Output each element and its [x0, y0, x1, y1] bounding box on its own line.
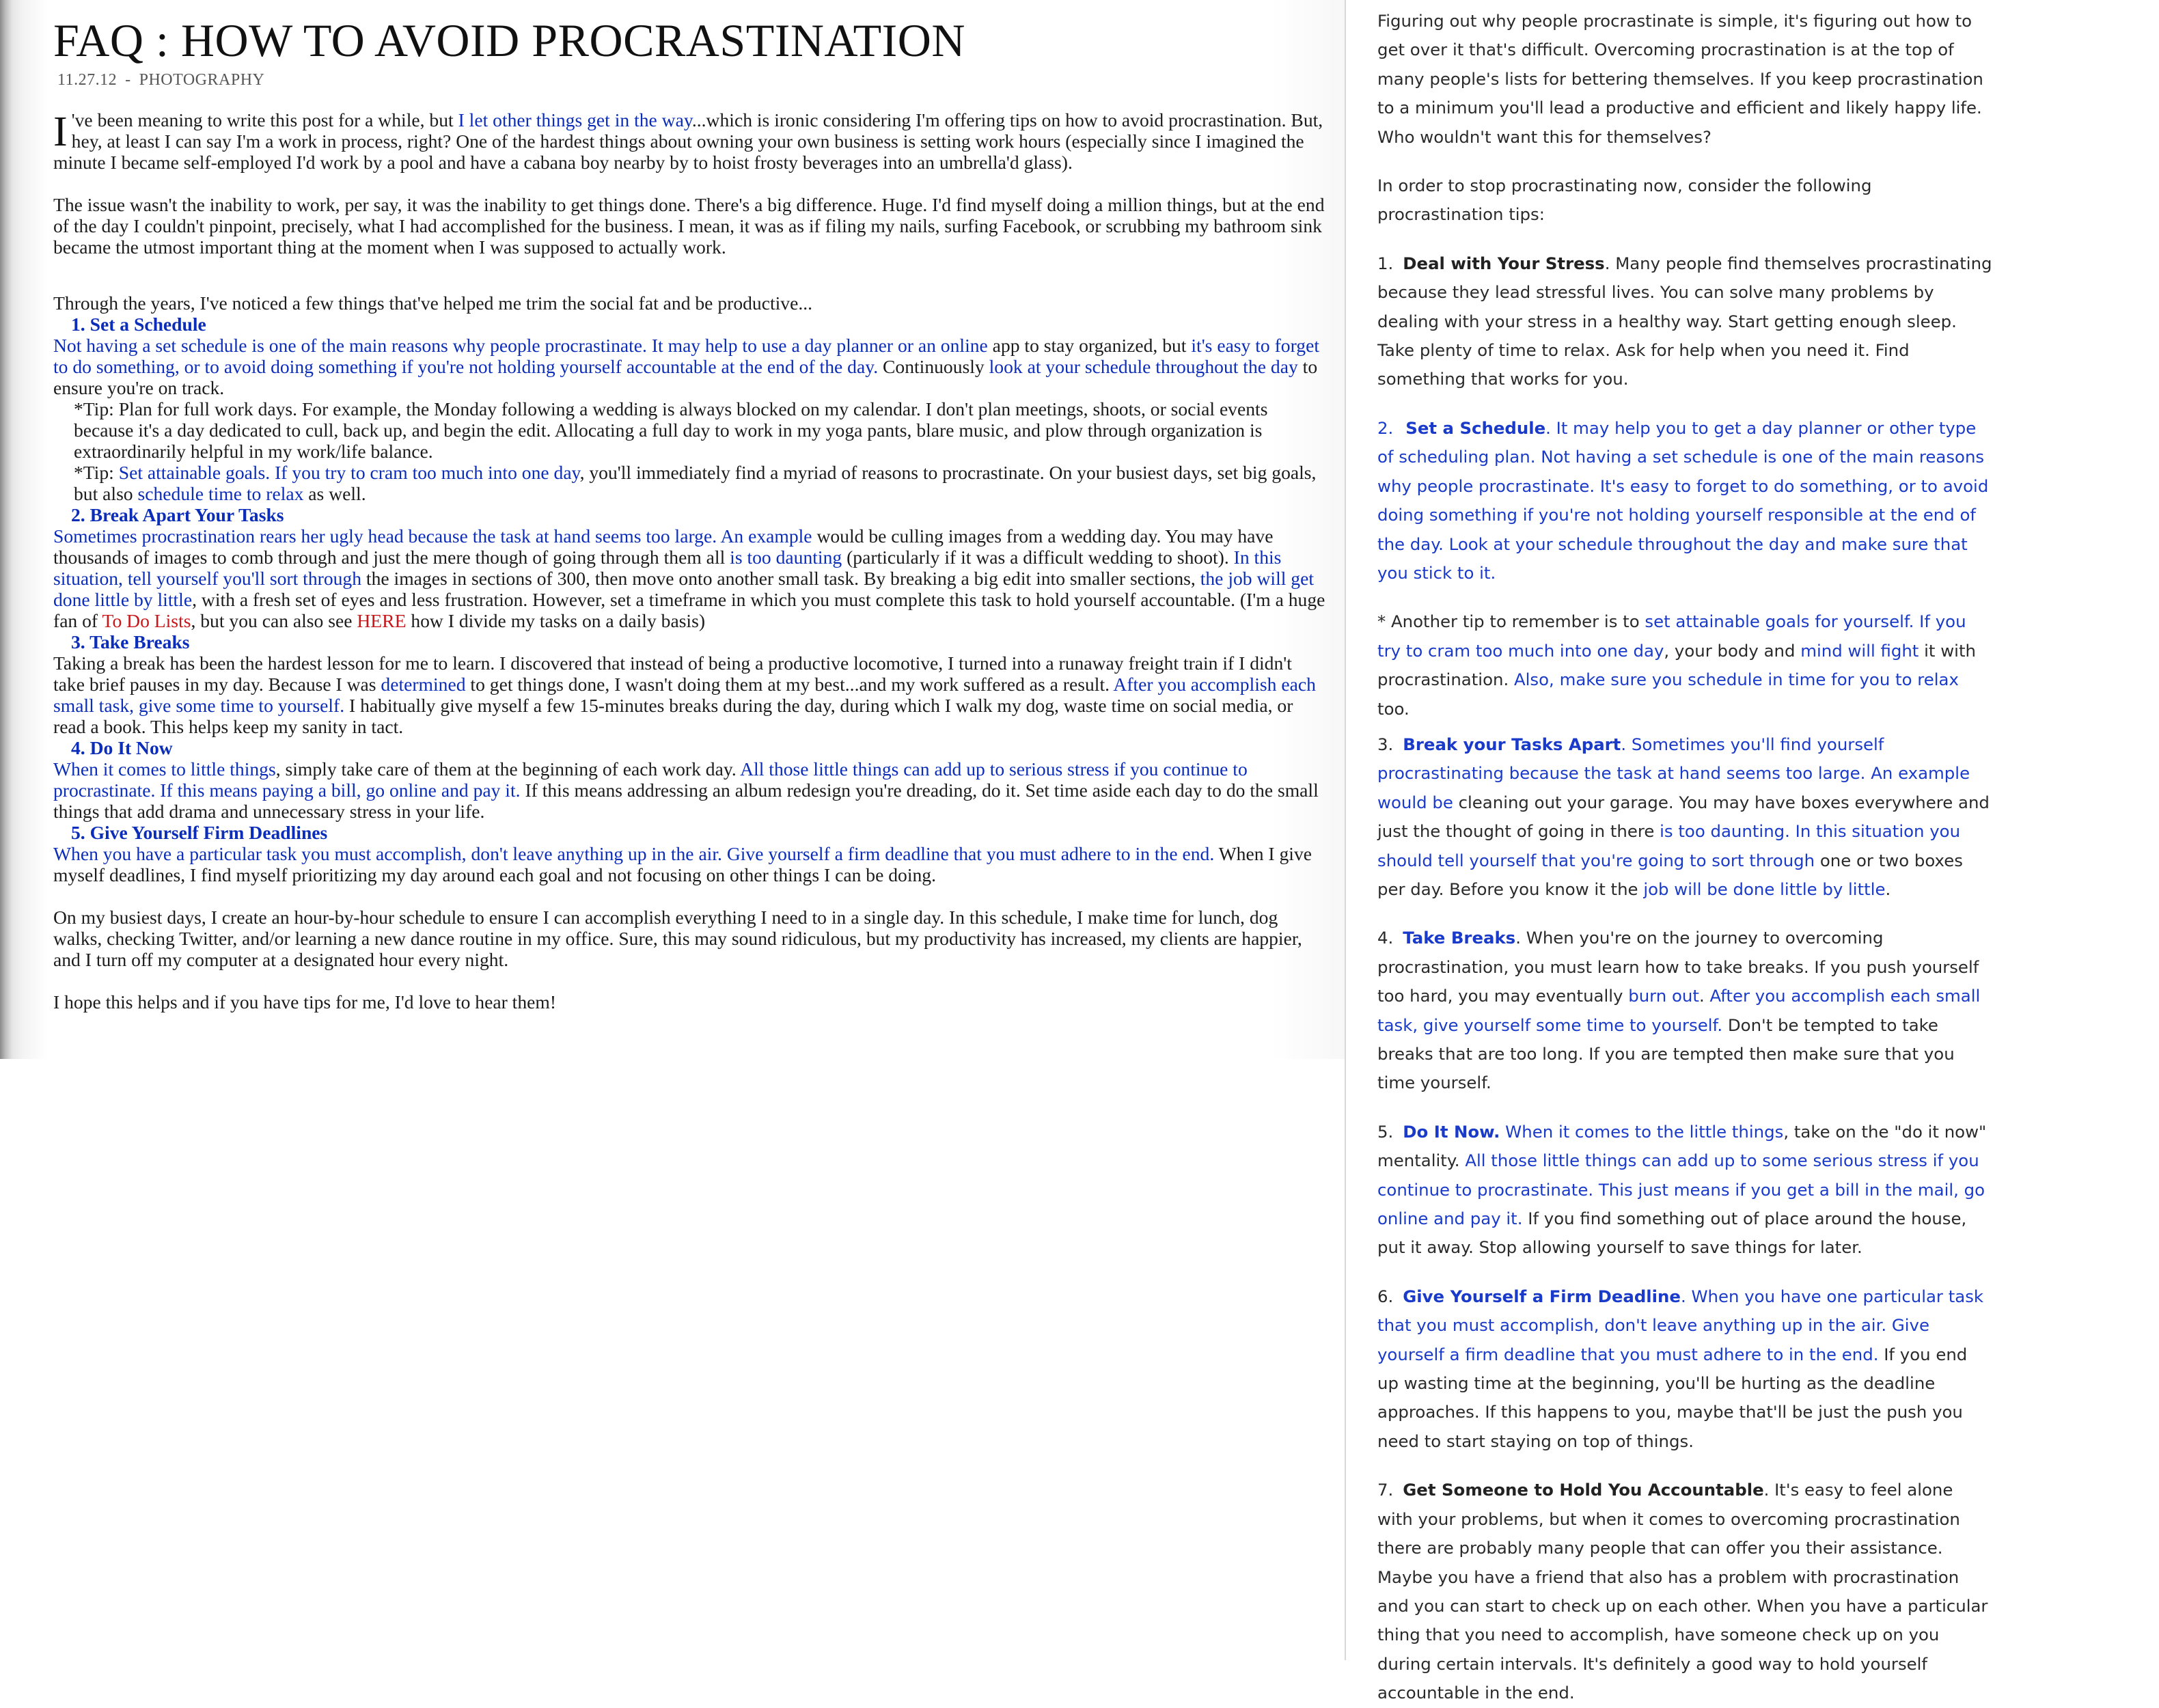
item-title: Take Breaks — [1403, 928, 1516, 948]
highlight-run: Not having a set schedule is one of the main reasons why people procrastinate. It may help to use a day planner or an online — [53, 335, 988, 356]
article-intro: Figuring out why people procrastinate is simple, it's figuring out how to get over it that's difficult. Overcoming procrastination is at the top of many people's lists for bettering themselves. If you keep procrastination to a minimum you'll lead a productive and efficient and likely happy life. Who wouldn't want this for themselves? — [1377, 11, 1983, 147]
text-run: to ensure you're on track. — [53, 356, 1318, 398]
text-run: , you'll immediately find a myriad of reasons to procrastinate. On your busiest days, set big goals, but also — [74, 462, 1317, 504]
highlight-run: In this situation, tell yourself you'll sort through — [53, 547, 1282, 589]
text-run: as well. — [303, 483, 366, 504]
text-run: it with procrastination. — [1377, 640, 1976, 690]
text-run: If this means addressing an album redesign you're dreading, do it. Set time aside each day to do the small things that add drama and unnecessary stress in your life. — [53, 780, 1319, 822]
text-run: . It may help you to get a day planner or other type of scheduling plan. Not having a set schedule is one of the main reasons why people procrastinate. It's easy to forget to do something, or to avoid doing something if you're not holding yourself responsible at the end of the day. Look at your schedule throughout the day and make sure that you stick to it. — [1377, 417, 1989, 583]
section-do-it-now — [53, 758, 1325, 822]
text-run: the images in sections of 300, then move onto another small task. By breaking a big edit into smaller sections, — [361, 568, 1200, 589]
highlight-run: I let other things get in the way — [458, 109, 692, 130]
text-run: If you find something out of place around the house, put it away. Stop allowing yourself to save things for later. — [1377, 1209, 1967, 1258]
text-run: app to stay organized, but — [987, 335, 1192, 356]
text-run: Don't be tempted to take breaks that are too long. If you are tempted then make sure that you time yourself. — [1377, 1015, 1955, 1093]
tip-item-do-it-now — [1377, 1118, 1992, 1263]
post-meta — [57, 71, 264, 89]
text-run: * Another tip to remember is to — [1377, 611, 1645, 632]
item-title: Give Yourself a Firm Deadline — [1403, 1286, 1681, 1306]
section-firm-deadlines — [53, 843, 1325, 885]
highlight-run: Set attainable goals. If you try to cram too much into one day — [118, 462, 580, 483]
column-divider — [1345, 0, 1346, 1660]
text-run: , take on the "do it now" mentality. — [1377, 1121, 1987, 1171]
item-title: Break your Tasks Apart — [1403, 734, 1621, 754]
section-heading-do-it-now: 4. Do It Now — [71, 737, 173, 758]
highlight-run: is too daunting. In this situation you should tell yourself that you're going to sort through — [1377, 821, 1961, 870]
highlight-run: When it comes to the little things — [1500, 1121, 1784, 1142]
text-run: , simply take care of them at the beginning of each work day. — [275, 758, 741, 780]
section-take-breaks — [53, 652, 1325, 737]
highlight-run: When you have a particular task you must accomplish, don't leave anything up in the air. Give yourself a firm deadline that you must adhere to in the end. — [53, 843, 1215, 864]
text-run: When I give myself deadlines, I find myself prioritizing my day around each goal and not focusing on other things I can be doing. — [53, 843, 1312, 885]
tip-item-stress — [1377, 249, 1992, 394]
text-run: I habitually give myself a few 15-minutes breaks during the day, during which I walk my dog, waste time on social media, or read a book. This helps keep my sanity in tact. — [53, 695, 1293, 737]
highlight-run: is too daunting — [730, 547, 842, 568]
here-link[interactable]: HERE — [357, 610, 407, 631]
text-run: too. — [1377, 698, 1409, 719]
text-run: *Tip: — [74, 462, 119, 483]
highlight-run: After you accomplish each small task, give yourself some time to yourself. — [1377, 986, 1981, 1035]
tip-item-accountable — [1377, 1476, 1992, 1707]
meta-separator: - — [125, 71, 131, 89]
text-run: ...which is ironic considering I'm offering tips on how to avoid procrastination. But, hey, at least I can say I'm a work in process, right? One of the hardest things about owning your own business is setting work hours (especially since I imagined the minute I became self-employed I'd work by a pool and have a cabana boy nearby by to hoist frosty beverages into an umbrella'd glass). — [53, 109, 1323, 173]
blog-post-panel — [0, 0, 1345, 1059]
section-break-apart — [53, 525, 1325, 631]
tip-item-deadline — [1377, 1282, 1992, 1456]
text-run: 've been meaning to write this post for a while, but — [71, 109, 458, 130]
paragraph-closing: I hope this helps and if you have tips for me, I'd love to hear them! — [53, 991, 557, 1013]
text-run: would be culling images from a wedding day. You may have thousands of images to comb through and just the mere though of going through them all — [53, 525, 1274, 568]
text-run: The issue wasn't the inability to work, per say, it was the inability to get things done. There's a big difference. Huge. I'd find myself doing a million things, but at the end of the day I couldn't pinpoint, precisely, what I had accomplished for the business. I mean, it was as if filing my nails, surfing Facebook, or scrubbing my bathroom sink became the utmost important thing at the moment when I was supposed to actually work. — [53, 194, 1325, 258]
intro-paragraph — [53, 109, 1325, 173]
item-number: 7. — [1377, 1480, 1394, 1500]
highlight-run: All those little things can add up to some serious stress if you continue to procrastinate. This just means if you get a bill in the mail, go online and pay it. — [1377, 1151, 1985, 1229]
highlight-run: it's easy to forget to do something, or to avoid doing something if you're not holding yourself accountable at the end of the day. — [53, 335, 1319, 377]
section-set-schedule — [53, 335, 1325, 398]
text-run: If you end up wasting time at the beginning, you'll be hurting as the deadline approaches. If this happens to you, maybe that'll be just the push you need to start staying on top of things. — [1377, 1344, 1968, 1451]
drop-cap: I — [53, 109, 68, 155]
paragraph-busiest-days: On my busiest days, I create an hour-by-hour schedule to ensure I can accomplish everything I need to in a single day. In this schedule, I make time for lunch, dog walks, checking Twitter, and/or learning a new dance routine in my office. Sure, this may sound ridiculous, but my productivity has increased, my clients are happier, and I turn off my computer at a designated hour every night. — [53, 907, 1302, 970]
tip-item-another — [1377, 607, 1992, 724]
highlight-run: set attainable goals for yourself. If you try to cram too much into one day — [1377, 611, 1966, 661]
highlight-run: schedule time to relax — [137, 483, 304, 504]
post-title: FAQ : HOW TO AVOID PROCRASTINATION — [53, 14, 965, 66]
section-heading-take-breaks: 3. Take Breaks — [71, 631, 190, 652]
item-number: 2. — [1377, 417, 1394, 438]
tip-full-work-days: *Tip: Plan for full work days. For example, the Monday following a wedding is always blocked on my calendar. I don't plan meetings, shoots, or social events because it's a day dedicated to cull, back up, and begin the edit. Allocating a full day to work in my yoga pants, blare music, and plow through organization is extraordinarily helpful in my work/life balance. — [74, 398, 1268, 462]
highlight-run: burn out — [1628, 986, 1699, 1006]
text-run: one or two boxes per day. Before you know it the — [1377, 850, 1963, 899]
article-panel — [1377, 7, 1992, 1708]
highlight-run: look at your schedule throughout the day — [989, 356, 1298, 377]
item-number: 1. — [1377, 253, 1394, 273]
post-category-link[interactable]: PHOTOGRAPHY — [139, 71, 265, 89]
post-body — [53, 109, 1325, 1013]
highlight-run: After you accomplish each small task, give some time to yourself. — [53, 674, 1316, 716]
article-lead: In order to stop procrastinating now, consider the following procrastination tips: — [1377, 176, 1872, 225]
tip-item-take-breaks — [1377, 924, 1992, 1097]
highlight-run: the job will get done little by little — [53, 568, 1315, 610]
text-run: Taking a break has been the hardest lesson for me to learn. I discovered that instead of being a productive locomotive, I turned into a runaway freight train if I didn't take brief pauses in my day. Because I was — [53, 652, 1292, 695]
paragraph-through-the-years: Through the years, I've noticed a few things that've helped me trim the social fat and be productive... — [53, 292, 813, 314]
text-run: , your body and — [1664, 640, 1801, 661]
text-run: Continuously — [878, 356, 989, 377]
item-number: 3. — [1377, 734, 1394, 754]
item-number: 6. — [1377, 1286, 1394, 1306]
text-run: how I divide my tasks on a daily basis) — [406, 610, 706, 631]
section-heading-firm-deadlines: 5. Give Yourself Firm Deadlines — [71, 822, 328, 843]
text-run: . — [1885, 879, 1891, 899]
to-do-lists-link[interactable]: To Do Lists — [102, 610, 191, 631]
paragraph-issue — [53, 194, 1325, 258]
section-heading-break-apart: 2. Break Apart Your Tasks — [71, 504, 284, 525]
tip-attainable-goals — [53, 462, 1325, 504]
highlight-run: Sometimes procrastination rears her ugly head because the task at hand seems too large. An example — [53, 525, 812, 547]
post-date: 11.27.12 — [57, 71, 118, 89]
item-title: Get Someone to Hold You Accountable — [1403, 1480, 1764, 1500]
highlight-run: When it comes to little things — [53, 758, 276, 780]
text-run: (particularly if it was a difficult wedding to shoot). — [842, 547, 1234, 568]
text-run: . When you're on the journey to overcoming procrastination, you must learn how to take breaks. If you push yourself too hard, you may eventually — [1377, 928, 1979, 1006]
highlight-run: All those little things can add up to serious stress if you continue to procrastinate. If this means paying a bill, go online and pay it. — [53, 758, 1248, 801]
text-run: to get things done, I wasn't doing them at my best...and my work suffered as a result. — [465, 674, 1114, 695]
highlight-run: . When you have one particular task that you must accomplish, don't leave anything up in the air. Give yourself a firm deadline that you must adhere to in the end. — [1377, 1286, 1984, 1364]
section-heading-set-schedule: 1. Set a Schedule — [71, 314, 206, 335]
highlight-run: mind will fight — [1800, 640, 1919, 661]
text-run: . — [1699, 986, 1710, 1006]
text-run: . Many people find themselves procrastinating because they lead stressful lives. You can solve many problems by dealing with your stress in a healthy way. Start getting enough sleep. Take plenty of time to relax. Ask for help when you need it. Find something that works for you. — [1377, 253, 1992, 389]
text-run: . It's easy to feel alone with your problems, but when it comes to overcoming procrastination there are probably many people that can offer you their assistance. Maybe you have a friend that also has a problem with procrastination and you can start to check up on each other. When you have a particular thing that you need to accomplish, have someone check up on you during certain intervals. It's definitely a good way to hold yourself accountable in the end. — [1377, 1480, 1988, 1703]
tip-item-break-apart — [1377, 730, 1992, 904]
item-number: 4. — [1377, 928, 1394, 948]
text-run: cleaning out your garage. You may have boxes everywhere and just the thought of going in there — [1377, 792, 1990, 842]
highlight-run: job will be done little by little — [1643, 879, 1886, 899]
item-title: Deal with Your Stress — [1403, 253, 1605, 273]
tip-item-schedule — [1377, 414, 1992, 588]
item-title: Do It Now. — [1403, 1121, 1500, 1142]
text-run: , but you can also see — [191, 610, 357, 631]
text-run: , with a fresh set of eyes and less frustration. However, set a timeframe in which you must complete this task to hold yourself accountable. (I'm a huge fan of — [53, 589, 1325, 631]
highlight-run: Also, make sure you schedule in time for you to relax — [1513, 670, 1959, 690]
item-number: 5. — [1377, 1121, 1394, 1142]
item-title: Set a Schedule — [1405, 417, 1546, 438]
highlight-run: . Sometimes you'll find yourself procrastinating because the task at hand seems too large. An example would be — [1377, 734, 1970, 812]
highlight-run: determined — [381, 674, 466, 695]
